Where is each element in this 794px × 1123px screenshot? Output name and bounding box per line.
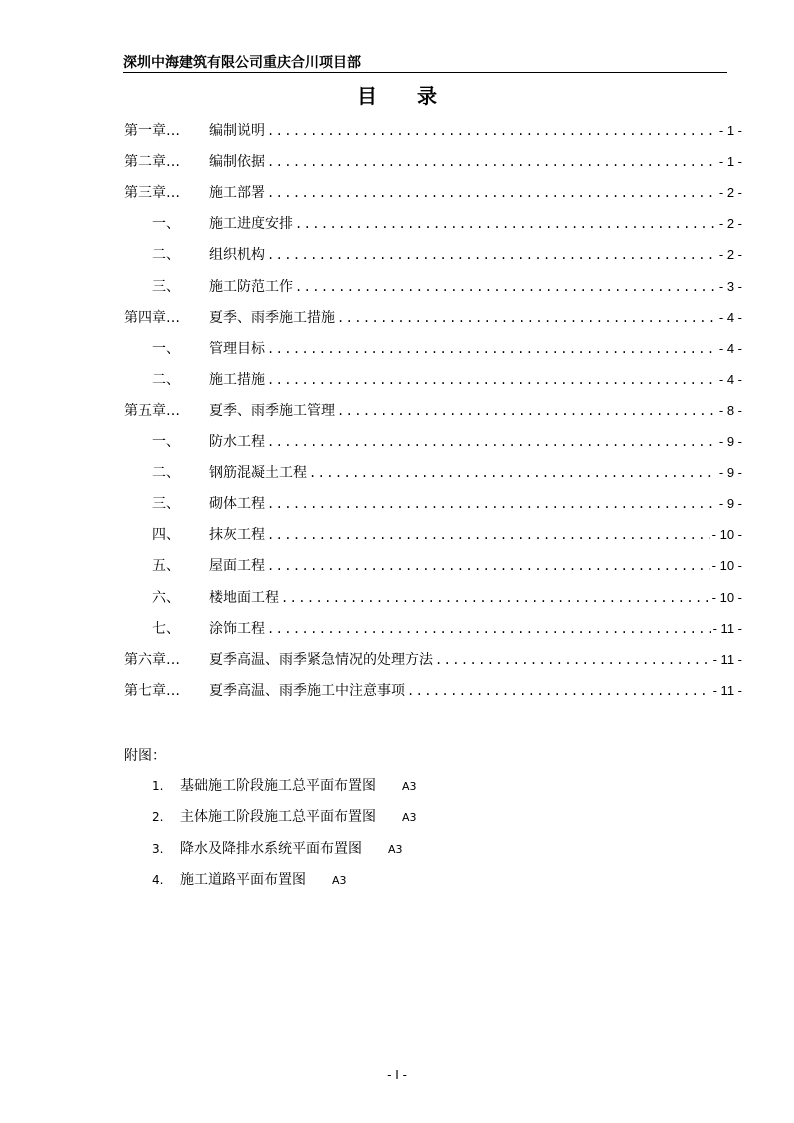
toc-entry-label: 夏季高温、雨季施工中注意事项: [209, 682, 405, 699]
toc-entry-page: - 11 -: [712, 651, 742, 667]
toc-entry-number: 四、: [152, 527, 180, 544]
appendix-item-number: 4.: [152, 872, 164, 887]
toc-entry[interactable]: [0, 619, 794, 639]
header-company-name: 深圳中海建筑有限公司重庆合川项目部: [123, 55, 361, 71]
toc-entry-label: 编制依据: [209, 154, 265, 171]
toc-entry-label: 施工措施: [209, 371, 265, 388]
toc-entry-label: 钢筋混凝土工程: [209, 465, 307, 482]
toc-entry[interactable]: [0, 494, 794, 514]
toc-leader-dots: [337, 401, 717, 421]
toc-entry-page: - 2 -: [718, 216, 742, 232]
toc-leader-dots: [267, 339, 717, 359]
appendix-item-number: 1.: [152, 779, 164, 793]
toc-entry-page: - 4 -: [718, 340, 742, 356]
toc-entry-page: - 1 -: [718, 123, 742, 138]
appendix-item-label: 施工道路平面布置图: [180, 871, 306, 888]
toc-entry-label: 屋面工程: [209, 558, 265, 575]
appendix-item: [152, 807, 417, 827]
page-header: [123, 50, 727, 73]
toc-entry-label: 抹灰工程: [209, 527, 265, 544]
toc-leader-dots: [267, 494, 717, 514]
toc-entry[interactable]: [0, 525, 794, 545]
page-number: - I -: [387, 1068, 407, 1082]
toc-entry-label: 施工部署: [209, 185, 265, 202]
toc-entry-label: 涂饰工程: [209, 620, 265, 637]
appendix-item-number: 3.: [152, 841, 164, 856]
toc-entry[interactable]: [0, 370, 794, 390]
toc-entry-label: 防水工程: [209, 434, 265, 450]
toc-entry-page: - 9 -: [718, 465, 742, 481]
toc-leader-dots: [267, 152, 717, 172]
toc-entry-number: 第一章…: [124, 123, 180, 139]
toc-entry-label: 砌体工程: [209, 496, 265, 513]
toc-entry-page: - 9 -: [718, 434, 742, 449]
appendix-item-label: 降水及降排水系统平面布置图: [180, 840, 362, 857]
appendix-item-size: A3: [332, 873, 347, 887]
appendix-item-size: A3: [388, 842, 403, 856]
toc-entry-page: - 11 -: [712, 682, 742, 698]
toc-leader-dots: [435, 650, 711, 670]
toc-title: [0, 80, 794, 109]
toc-entry[interactable]: [0, 401, 794, 421]
toc-entry-page: - 11 -: [712, 620, 742, 636]
toc-leader-dots: [267, 370, 717, 390]
appendix-item-label: 基础施工阶段施工总平面布置图: [180, 778, 376, 794]
toc-entry-number: 二、: [152, 371, 180, 388]
toc-entry-number: 第五章…: [124, 402, 180, 419]
toc-entry-number: 第四章…: [124, 309, 180, 326]
appendix-item-size: A3: [402, 780, 417, 793]
toc-entry-number: 一、: [152, 340, 180, 357]
toc-entry-page: - 3 -: [718, 278, 742, 294]
toc-entry-label: 施工进度安排: [209, 216, 293, 233]
toc-entry-page: - 4 -: [718, 309, 742, 325]
toc-entry-number: 五、: [152, 558, 180, 575]
toc-entry-page: - 10 -: [711, 527, 742, 543]
toc-entry-number: 第二章…: [124, 154, 180, 171]
toc-entry-label: 施工防范工作: [209, 278, 293, 295]
toc-leader-dots: [337, 308, 717, 328]
toc-title-left: 目: [357, 84, 377, 108]
toc-entry[interactable]: [0, 277, 794, 297]
toc-entry[interactable]: [0, 432, 794, 452]
appendix-item: [152, 776, 417, 796]
toc-leader-dots: [281, 588, 710, 608]
toc-entry-number: 三、: [152, 496, 180, 513]
toc-entry[interactable]: [0, 121, 794, 141]
toc-leader-dots: [267, 183, 717, 203]
toc-entry[interactable]: [0, 588, 794, 608]
toc-entry[interactable]: [0, 556, 794, 576]
toc-leader-dots: [267, 432, 717, 452]
toc-entry-number: 六、: [152, 589, 180, 606]
toc-entry-label: 组织机构: [209, 247, 265, 264]
toc-entry-number: 七、: [152, 620, 180, 637]
appendix-title: 附图：: [124, 748, 166, 764]
appendix-item: [152, 870, 347, 890]
toc-entry-number: 三、: [152, 278, 180, 295]
toc-entry[interactable]: [0, 245, 794, 265]
toc-leader-dots: [267, 245, 717, 265]
toc-entry-label: 管理目标: [209, 340, 265, 357]
toc-entry[interactable]: [0, 183, 794, 203]
toc-leader-dots: [295, 214, 717, 234]
toc-entry-page: - 1 -: [718, 154, 742, 170]
appendix-item: [152, 839, 403, 859]
toc-leader-dots: [267, 619, 711, 639]
toc-entry-number: 二、: [152, 465, 180, 482]
toc-leader-dots: [407, 681, 711, 701]
toc-leader-dots: [309, 463, 717, 483]
toc-entry-page: - 9 -: [718, 496, 742, 512]
toc-entry[interactable]: [0, 152, 794, 172]
toc-entry-page: - 2 -: [718, 185, 742, 201]
toc-entry-number: 一、: [152, 216, 180, 233]
toc-entry-label: 楼地面工程: [209, 589, 279, 606]
toc-leader-dots: [267, 121, 717, 141]
appendix-item-size: A3: [402, 811, 417, 825]
toc-entry-page: - 10 -: [711, 558, 742, 574]
toc-title-right: 录: [417, 84, 437, 108]
toc-entry-label: 编制说明: [209, 123, 265, 139]
toc-entry-number: 第七章…: [124, 682, 180, 699]
toc-entry-page: - 8 -: [718, 402, 742, 418]
toc-entry[interactable]: [0, 463, 794, 483]
toc-entry[interactable]: [0, 681, 794, 701]
toc-entry-page: - 4 -: [718, 371, 742, 387]
toc-leader-dots: [295, 277, 717, 297]
toc-entry-page: - 2 -: [718, 247, 742, 263]
toc-entry[interactable]: [0, 650, 794, 670]
toc-entry-label: 夏季、雨季施工管理: [209, 402, 335, 419]
toc-entry[interactable]: [0, 214, 794, 234]
toc-entry-number: 第六章…: [124, 651, 180, 668]
appendix-item-number: 2.: [152, 810, 164, 825]
toc-entry-page: - 10 -: [711, 589, 742, 605]
appendix-item-label: 主体施工阶段施工总平面布置图: [180, 809, 376, 826]
toc-entry-number: 一、: [152, 434, 180, 450]
toc-entry-label: 夏季高温、雨季紧急情况的处理方法: [209, 651, 433, 668]
toc-leader-dots: [267, 556, 710, 576]
toc-entry[interactable]: [0, 308, 794, 328]
toc-entry-number: 二、: [152, 247, 180, 264]
toc-leader-dots: [267, 525, 710, 545]
toc-entry-label: 夏季、雨季施工措施: [209, 309, 335, 326]
toc-entry[interactable]: [0, 339, 794, 359]
toc-entry-number: 第三章…: [124, 185, 180, 202]
